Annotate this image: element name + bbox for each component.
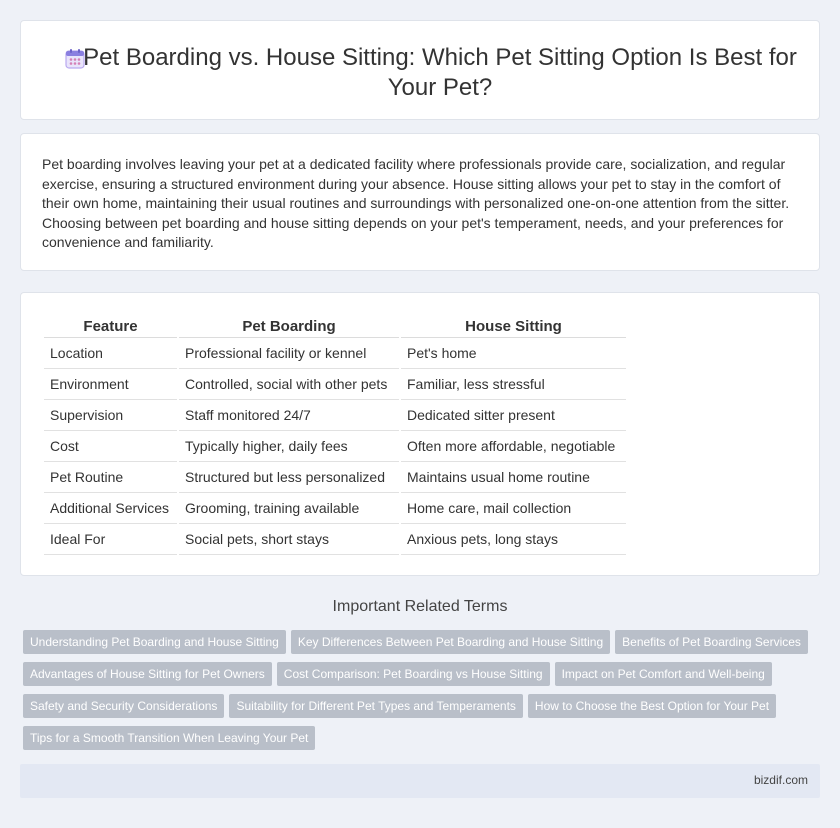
- house-sitting-cell: Familiar, less stressful: [401, 369, 626, 400]
- related-tag[interactable]: Advantages of House Sitting for Pet Owners: [23, 662, 272, 686]
- house-sitting-cell: Often more affordable, negotiable: [401, 431, 626, 462]
- related-tag[interactable]: Impact on Pet Comfort and Well-being: [555, 662, 772, 686]
- pet-boarding-cell: Grooming, training available: [179, 493, 399, 524]
- related-tag[interactable]: Cost Comparison: Pet Boarding vs House Sitting: [277, 662, 550, 686]
- related-tag[interactable]: How to Choose the Best Option for Your Pet: [528, 694, 776, 718]
- related-tag[interactable]: Understanding Pet Boarding and House Sitting: [23, 630, 286, 654]
- pet-boarding-cell: Social pets, short stays: [179, 524, 399, 555]
- related-terms-title: Important Related Terms: [332, 598, 508, 615]
- table-row: [44, 400, 626, 431]
- comparison-table: [42, 315, 628, 555]
- pet-boarding-cell: Professional facility or kennel: [179, 338, 399, 369]
- table-row: [44, 369, 626, 400]
- intro-card: [20, 133, 820, 271]
- feature-cell: Ideal For: [44, 524, 177, 555]
- feature-cell: Supervision: [44, 400, 177, 431]
- footer-bar: [20, 764, 820, 798]
- feature-cell: Location: [44, 338, 177, 369]
- page-title: Pet Boarding vs. House Sitting: Which Pet Sitting Option Is Best for Your Pet?: [83, 44, 797, 101]
- house-sitting-cell: Maintains usual home routine: [401, 462, 626, 493]
- pet-boarding-cell: Structured but less personalized: [179, 462, 399, 493]
- table-row: [44, 524, 626, 555]
- house-sitting-cell: Pet's home: [401, 338, 626, 369]
- header-card: [20, 20, 820, 120]
- table-row: [44, 338, 626, 369]
- table-row: [44, 493, 626, 524]
- pet-boarding-cell: Staff monitored 24/7: [179, 400, 399, 431]
- table-header-row: [44, 315, 626, 338]
- header-house-sitting: House Sitting: [401, 315, 626, 338]
- feature-cell: Pet Routine: [44, 462, 177, 493]
- table-row: [44, 462, 626, 493]
- header-pet-boarding: Pet Boarding: [179, 315, 399, 338]
- house-sitting-cell: Home care, mail collection: [401, 493, 626, 524]
- related-tag[interactable]: Tips for a Smooth Transition When Leaving Your Pet: [23, 726, 315, 750]
- related-tag[interactable]: Suitability for Different Pet Types and Temperaments: [229, 694, 522, 718]
- related-tag[interactable]: Key Differences Between Pet Boarding and House Sitting: [291, 630, 610, 654]
- pet-boarding-cell: Controlled, social with other pets: [179, 369, 399, 400]
- related-tag[interactable]: Benefits of Pet Boarding Services: [615, 630, 808, 654]
- intro-paragraph: Pet boarding involves leaving your pet at a dedicated facility where professionals provide care, socialization, and regular exercise, ensuring a structured environment during your absence. House sitting allows your pet to stay in the comfort of their own home, maintaining their usual routines and surroundings with personalized one-on-one attention from the sitter. Choosing between pet boarding and house sitting depends on your pet's temperament, needs, and your preferences for convenience and familiarity.: [42, 156, 790, 251]
- house-sitting-cell: Anxious pets, long stays: [401, 524, 626, 555]
- comparison-card: [20, 292, 820, 576]
- table-row: [44, 431, 626, 462]
- feature-cell: Cost: [44, 431, 177, 462]
- feature-cell: Additional Services: [44, 493, 177, 524]
- house-sitting-cell: Dedicated sitter present: [401, 400, 626, 431]
- header-feature: Feature: [44, 315, 177, 338]
- pet-boarding-cell: Typically higher, daily fees: [179, 431, 399, 462]
- feature-cell: Environment: [44, 369, 177, 400]
- site-link[interactable]: bizdif.com: [753, 773, 808, 787]
- related-tag[interactable]: Safety and Security Considerations: [23, 694, 224, 718]
